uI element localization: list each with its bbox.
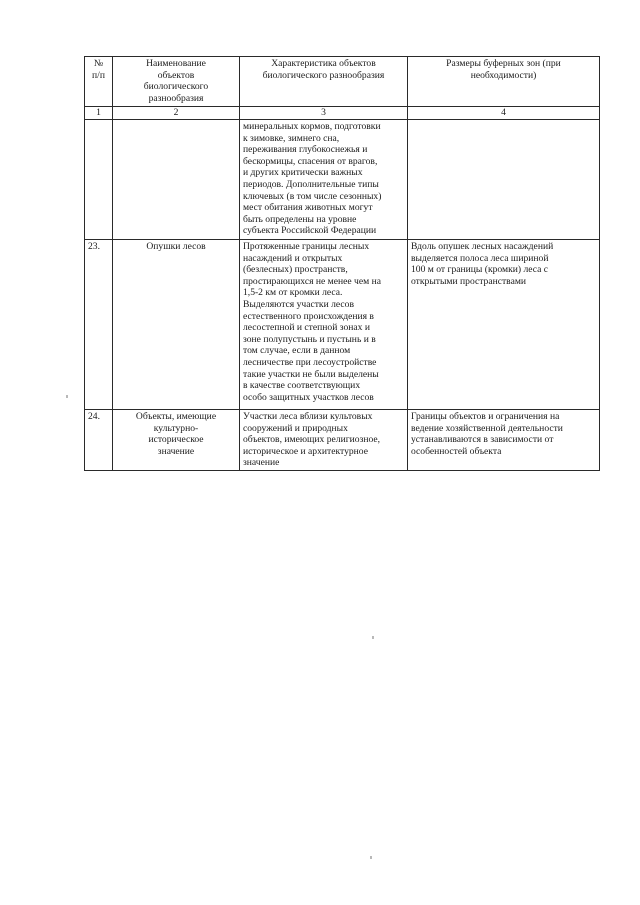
row-number: 24. (85, 410, 113, 471)
row-buffer-zone: Границы объектов и ограничения на ведение хозяйственной деятельности устанавливаются в зависимости от особенностей объекта (408, 410, 600, 471)
column-number: 1 (85, 107, 113, 120)
header-characteristic: Характеристика объектов биологического разнообразия (240, 57, 408, 107)
header-number: № п/п (85, 57, 113, 107)
row-characteristic: Участки леса вблизи культовых сооружений и природных объектов, имеющих религиозное, историческое и архитектурное значение (240, 410, 408, 471)
row-number (85, 120, 113, 240)
scan-speck (66, 395, 68, 398)
table-row (85, 240, 600, 410)
scan-speck (370, 856, 372, 859)
column-number: 2 (113, 107, 240, 120)
row-buffer-zone: Вдоль опушек лесных насаждений выделяется полоса леса шириной 100 м от границы (кромки) леса с открытыми пространствами (408, 240, 600, 410)
header-object-name: Наименование объектов биологического разнообразия (113, 57, 240, 107)
row-buffer-zone (408, 120, 600, 240)
header-buffer-zone: Размеры буферных зон (при необходимости) (408, 57, 600, 107)
table-row (85, 410, 600, 471)
row-object-name: Опушки лесов (113, 240, 240, 410)
row-characteristic: Протяженные границы лесных насаждений и открытых (безлесных) пространств, простирающихся не менее чем на 1,5-2 км от кромки леса. Выделяются участки лесов естественного происхождения в лесостепной и степной зонах и зоне полупустынь и пустынь и в том случае, если в данном лесничестве при лесоустройстве такие участки не были выделены в качестве соответствующих особо защитных участков лесов (240, 240, 408, 410)
row-number: 23. (85, 240, 113, 410)
column-number: 3 (240, 107, 408, 120)
column-number-row (85, 107, 600, 120)
row-object-name: Объекты, имеющие культурно- историческое значение (113, 410, 240, 471)
scan-speck (372, 636, 374, 639)
biodiversity-objects-table (84, 56, 600, 471)
column-number: 4 (408, 107, 600, 120)
row-object-name (113, 120, 240, 240)
table-row (85, 120, 600, 240)
table-header-row (85, 57, 600, 107)
row-characteristic: минеральных кормов, подготовки к зимовке, зимнего сна, переживания глубокоснежья и бескормицы, спасения от врагов, и других критически важных периодов. Дополнительные типы ключевых (в том числе сезонных) мест обитания животных могут быть определены на уровне субъекта Российской Федерации (240, 120, 408, 240)
